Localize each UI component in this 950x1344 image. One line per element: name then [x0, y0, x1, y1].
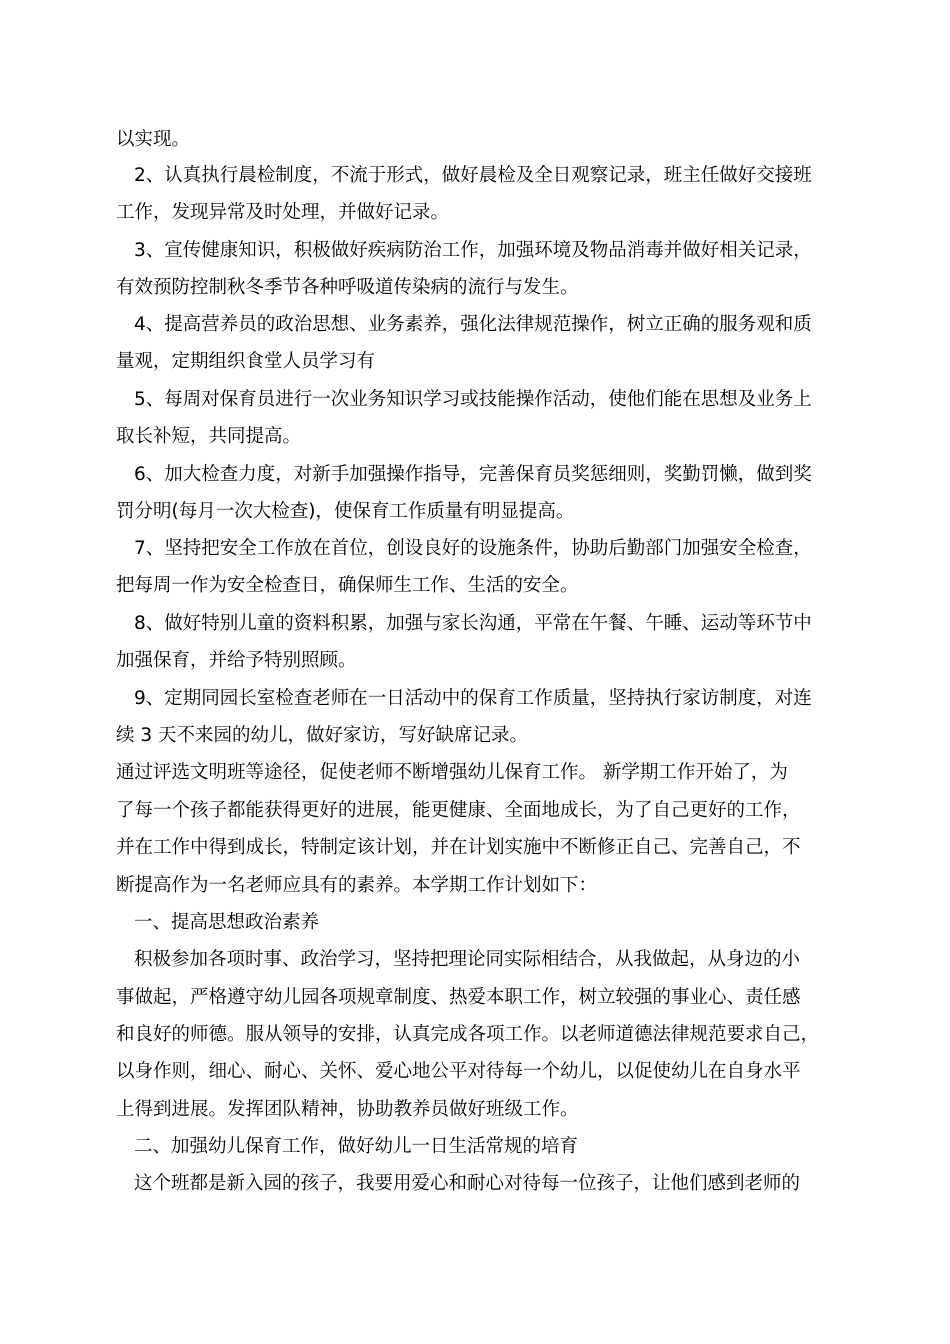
text-line: 把每周一作为安全检查日，确保师生工作、生活的安全。 [116, 575, 579, 596]
text-line: 通过评选文明班等途径，促使老师不断增强幼儿保育工作。 新学期工作开始了，为 [116, 762, 788, 783]
text-line: 7、坚持把安全工作放在首位，创设良好的设施条件，协助后勤部门加强安全检查， [134, 538, 812, 559]
text-line: 事做起，严格遵守幼儿园各项规章制度、热爱本职工作，树立较强的事业心、责任感 [116, 987, 801, 1008]
text-line: 3、宣传健康知识，积极做好疾病防治工作，加强环境及物品消毒并做好相关记录， [134, 240, 812, 261]
text-line: 2、认真执行晨检制度，不流于形式，做好晨检及全日观察记录，班主任做好交接班 [134, 165, 812, 186]
text-line: 4、提高营养员的政治思想、业务素养，强化法律规范操作，树立正确的服务观和质 [134, 314, 812, 335]
text-line: 和良好的师德。服从领导的安排，认真完成各项工作。以老师道德法律规范要求自己， [116, 1024, 820, 1045]
section-heading: 二、加强幼儿保育工作，做好幼儿一日生活常规的培育 [134, 1136, 579, 1157]
text-line: 有效预防控制秋冬季节各种呼吸道传染病的流行与发生。 [116, 277, 579, 298]
text-line: 断提高作为一名老师应具有的素养。本学期工作计划如下： [116, 875, 598, 896]
text-line: 以实现。 [116, 129, 191, 150]
text-line: 续 3 天不来园的幼儿，做好家访，写好缺席记录。 [116, 725, 529, 746]
text-line: 这个班都是新入园的孩子，我要用爱心和耐心对待每一位孩子，让他们感到老师的 [134, 1173, 801, 1194]
text-line: 上得到进展。发挥团队精神，协助教养员做好班级工作。 [116, 1099, 579, 1120]
text-line: 加强保育，并给予特别照顾。 [116, 650, 357, 671]
text-line: 8、做好特别儿童的资料积累，加强与家长沟通，平常在午餐、午睡、运动等环节中 [134, 613, 812, 634]
text-line: 工作，发现异常及时处理，并做好记录。 [116, 202, 450, 223]
text-line: 取长补短，共同提高。 [116, 426, 302, 447]
text-line: 量观，定期组织食堂人员学习有 [116, 351, 376, 372]
text-line: 5、每周对保育员进行一次业务知识学习或技能操作活动，使他们能在思想及业务上 [134, 389, 812, 410]
text-line: 罚分明(每月一次大检查)，使保育工作质量有明显提高。 [116, 501, 575, 522]
text-line: 积极参加各项时事、政治学习，坚持把理论同实际相结合，从我做起，从身边的小 [134, 949, 801, 970]
text-line: 9、定期同园长室检查老师在一日活动中的保育工作质量，坚持执行家访制度，对连 [134, 688, 812, 709]
text-line: 了每一个孩子都能获得更好的进展，能更健康、全面地成长，为了自己更好的工作， [116, 800, 801, 821]
section-heading: 一、提高思想政治素养 [134, 912, 320, 933]
text-line: 并在工作中得到成长，特制定该计划，并在计划实施中不断修正自己、完善自己，不 [116, 837, 801, 858]
text-line: 以身作则，细心、耐心、关怀、爱心地公平对待每一个幼儿，以促使幼儿在自身水平 [116, 1061, 801, 1082]
text-line: 6、加大检查力度，对新手加强操作指导，完善保育员奖惩细则，奖勤罚懒，做到奖 [134, 464, 812, 485]
